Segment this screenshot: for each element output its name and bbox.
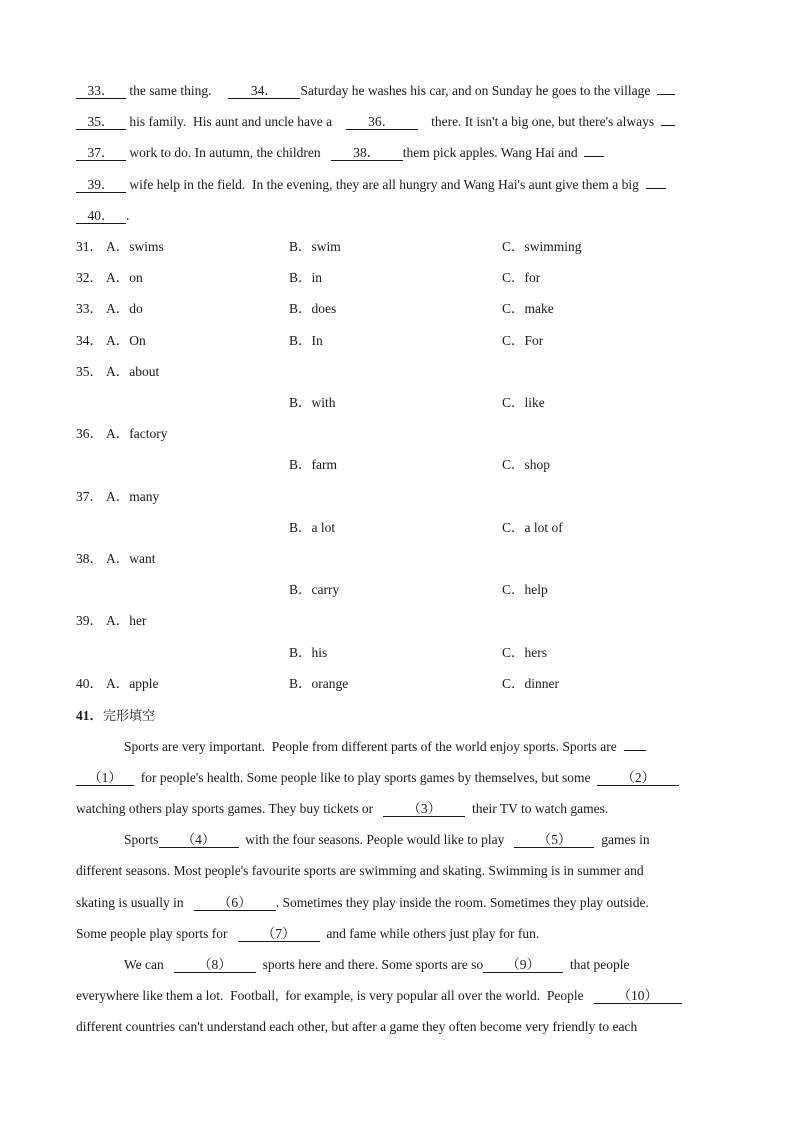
passage-line — [76, 862, 644, 880]
passage-text: Saturday he washes his car, and on Sunday he goes to the village — [300, 83, 658, 98]
answer-blank[interactable]: （5） — [514, 832, 594, 848]
question-41-heading — [76, 707, 155, 726]
option-b[interactable]: B．with — [289, 395, 336, 410]
passage-text: sports here and there. Some sports are so — [255, 956, 484, 972]
passage-text: . — [126, 207, 130, 223]
question-number: 39． — [76, 613, 103, 629]
option-b[interactable]: B．orange — [289, 675, 349, 691]
option-c[interactable]: C．hers — [502, 644, 547, 660]
passage-line — [124, 738, 646, 756]
passage-line — [76, 894, 649, 912]
answer-blank[interactable]: 33． — [76, 83, 126, 99]
passage-line — [76, 769, 679, 787]
answer-blank[interactable]: 35． — [76, 114, 126, 130]
passage-text: different seasons. Most people's favourite sports are swimming and skating. Swimming is in summer and — [76, 863, 644, 879]
question-number: 33． — [76, 301, 103, 317]
question-number: 38． — [76, 551, 103, 566]
option-a[interactable]: A．factory — [106, 426, 168, 442]
answer-blank[interactable]: （4） — [159, 832, 239, 848]
passage-text: for people's health. Some people like to play sports games by themselves, but some — [134, 770, 598, 786]
option-a[interactable]: A．her — [106, 613, 147, 629]
answer-blank[interactable]: 34． — [228, 83, 300, 99]
question-number: 40． — [76, 675, 103, 691]
passage-text: work to do. In autumn, the children — [126, 145, 331, 161]
answer-blank[interactable]: （1） — [76, 770, 134, 786]
passage-text: wife help in the field. In the evening, they are all hungry and Wang Hai's aunt give them a big — [126, 176, 646, 192]
answer-blank[interactable]: （3） — [383, 801, 465, 817]
passage-text: that people — [563, 956, 630, 972]
option-c[interactable]: C．help — [502, 582, 548, 598]
passage-text: different countries can't understand each other, but after a game they often become very friendly to each — [76, 1018, 638, 1034]
question-41-title: 完形填空 — [103, 709, 156, 724]
passage-text: his family. His aunt and uncle have a — [126, 114, 346, 130]
question-number: 37． — [76, 488, 103, 504]
option-b[interactable]: B．farm — [289, 457, 337, 473]
answer-blank[interactable]: （2） — [597, 770, 679, 786]
passage-line — [76, 207, 129, 225]
answer-blank[interactable] — [624, 750, 646, 751]
passage-line — [76, 82, 675, 100]
passage-text: We can — [124, 956, 174, 972]
answer-blank[interactable]: （6） — [194, 895, 276, 911]
passage-text: and fame while others just play for fun. — [319, 925, 540, 941]
passage-line — [76, 1018, 637, 1036]
answer-blank[interactable]: 38． — [331, 145, 403, 161]
question-number: 32． — [76, 270, 103, 286]
option-b[interactable]: B．a lot — [289, 519, 336, 535]
question-number: 35． — [76, 363, 103, 379]
passage-text: with the four seasons. People would like to play — [238, 832, 515, 848]
option-b[interactable]: B．In — [289, 332, 323, 348]
option-b[interactable]: B．swim — [289, 239, 341, 254]
passage-line — [76, 800, 608, 818]
question-number: 31． — [76, 239, 103, 254]
passage-text: games in — [594, 832, 650, 848]
passage-text: Sports — [124, 832, 159, 848]
option-a[interactable]: A．about — [106, 363, 160, 379]
passage-line — [124, 831, 650, 849]
passage-text: there. It isn't a big one, but there's always — [417, 114, 661, 130]
answer-blank[interactable]: 40． — [76, 208, 126, 224]
passage-text: watching others play sports games. They buy tickets or — [76, 801, 384, 817]
option-c[interactable]: C．For — [502, 332, 544, 348]
passage-text: Some people play sports for — [76, 925, 238, 941]
option-c[interactable]: C．dinner — [502, 675, 559, 691]
option-b[interactable]: B．does — [289, 301, 337, 317]
answer-blank[interactable]: （10） — [594, 988, 682, 1004]
passage-line — [76, 113, 675, 131]
answer-blank[interactable]: 39． — [76, 177, 126, 193]
option-a[interactable]: A．apple — [106, 675, 159, 691]
passage-text: everywhere like them a lot. Football, for example, is very popular all over the world. People — [76, 987, 594, 1003]
passage-text: the same thing. — [126, 83, 229, 98]
option-c[interactable]: C．shop — [502, 457, 551, 473]
option-c[interactable]: C．like — [502, 395, 545, 410]
answer-blank[interactable]: （8） — [174, 957, 256, 973]
passage-text: Sports are very important. People from different parts of the world enjoy sports. Sports are — [124, 739, 624, 754]
question-41-number: 41． — [76, 708, 103, 723]
option-c[interactable]: C．for — [502, 270, 541, 286]
option-a[interactable]: A．many — [106, 488, 160, 504]
passage-line — [76, 176, 666, 194]
question-number: 36． — [76, 426, 103, 442]
passage-text: . Sometimes they play inside the room. Sometimes they play outside. — [275, 894, 649, 910]
answer-blank[interactable]: 36． — [346, 114, 418, 130]
answer-blank[interactable] — [584, 156, 604, 157]
passage-text: skating is usually in — [76, 894, 194, 910]
passage-line — [76, 144, 604, 162]
answer-blank[interactable] — [657, 94, 675, 95]
option-b[interactable]: B．in — [289, 270, 323, 286]
option-b[interactable]: B．carry — [289, 582, 340, 598]
answer-blank[interactable] — [661, 125, 675, 126]
option-b[interactable]: B．his — [289, 644, 328, 660]
option-c[interactable]: C．a lot of — [502, 519, 563, 535]
option-a[interactable]: A．On — [106, 332, 146, 348]
answer-blank[interactable] — [646, 188, 666, 189]
option-a[interactable]: A．swims — [106, 239, 164, 254]
option-c[interactable]: C．swimming — [502, 239, 582, 254]
answer-blank[interactable]: （9） — [483, 957, 563, 973]
passage-text: them pick apples. Wang Hai and — [402, 145, 585, 161]
passage-text: their TV to watch games. — [465, 801, 609, 817]
passage-line — [76, 987, 682, 1005]
answer-blank[interactable]: 37． — [76, 145, 126, 161]
option-a[interactable]: A．on — [106, 270, 143, 286]
option-c[interactable]: C．make — [502, 301, 554, 317]
question-number: 34． — [76, 332, 103, 348]
option-a[interactable]: A．do — [106, 301, 143, 317]
answer-blank[interactable]: （7） — [238, 926, 320, 942]
passage-line — [76, 925, 539, 943]
passage-line — [124, 956, 629, 974]
option-a[interactable]: A．want — [106, 551, 156, 566]
